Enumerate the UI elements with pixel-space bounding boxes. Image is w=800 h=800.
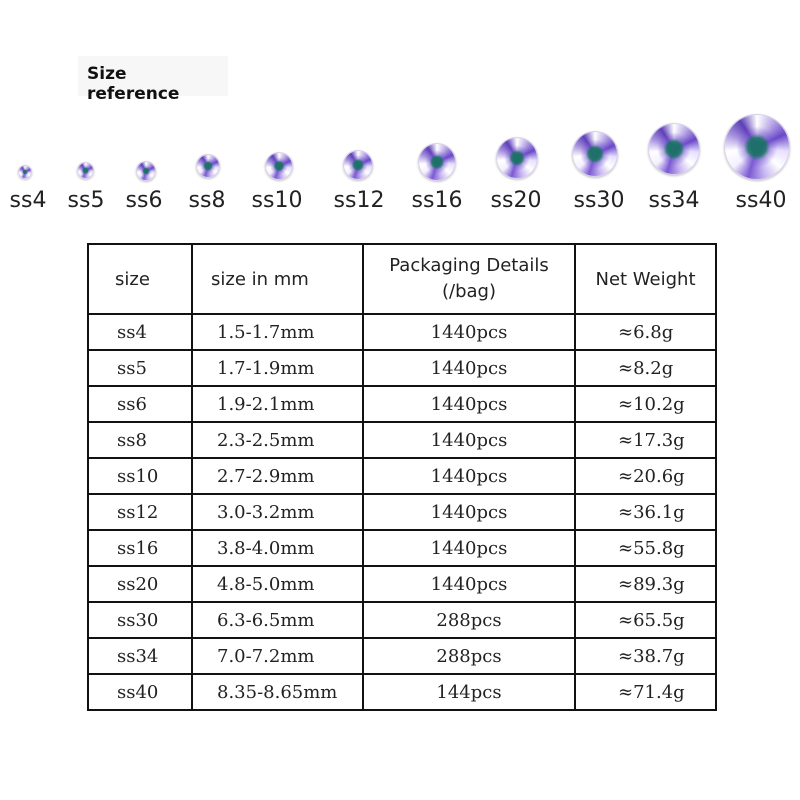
cell-packaging: 1440pcs bbox=[363, 530, 575, 566]
cell-packaging: 1440pcs bbox=[363, 566, 575, 602]
gem-ss8-image bbox=[196, 154, 220, 178]
cell-size-mm: 2.7-2.9mm bbox=[192, 458, 363, 494]
cell-size-mm: 2.3-2.5mm bbox=[192, 422, 363, 458]
cell-packaging: 1440pcs bbox=[363, 494, 575, 530]
gem-ss12-image bbox=[343, 150, 373, 180]
cell-size: ss12 bbox=[88, 494, 192, 530]
cell-size: ss16 bbox=[88, 530, 192, 566]
cell-net-weight: ≈55.8g bbox=[575, 530, 716, 566]
gem-label-ss10: ss10 bbox=[251, 188, 303, 213]
cell-net-weight: ≈10.2g bbox=[575, 386, 716, 422]
size-spec-table bbox=[87, 243, 717, 711]
cell-size-mm: 1.5-1.7mm bbox=[192, 314, 363, 350]
cell-size-mm: 4.8-5.0mm bbox=[192, 566, 363, 602]
cell-packaging: 144pcs bbox=[363, 674, 575, 710]
table-row bbox=[88, 530, 716, 566]
cell-packaging: 1440pcs bbox=[363, 458, 575, 494]
cell-packaging: 288pcs bbox=[363, 602, 575, 638]
cell-size-mm: 1.9-2.1mm bbox=[192, 386, 363, 422]
cell-packaging: 1440pcs bbox=[363, 386, 575, 422]
gem-label-ss5: ss5 bbox=[67, 188, 105, 213]
gem-ss20-image bbox=[496, 137, 538, 179]
table-row bbox=[88, 674, 716, 710]
header-size: size bbox=[88, 244, 192, 314]
cell-packaging: 288pcs bbox=[363, 638, 575, 674]
header-packaging-details bbox=[363, 244, 575, 314]
cell-size-mm: 8.35-8.65mm bbox=[192, 674, 363, 710]
header-net-weight: Net Weight bbox=[575, 244, 716, 314]
cell-size: ss30 bbox=[88, 602, 192, 638]
cell-size: ss34 bbox=[88, 638, 192, 674]
gem-ss4-image bbox=[18, 165, 32, 179]
gem-label-ss16: ss16 bbox=[411, 188, 463, 213]
header-packaging-line1: Packaging Details bbox=[389, 255, 549, 276]
table-row bbox=[88, 422, 716, 458]
gem-label-ss30: ss30 bbox=[573, 188, 625, 213]
cell-net-weight: ≈65.5g bbox=[575, 602, 716, 638]
cell-net-weight: ≈6.8g bbox=[575, 314, 716, 350]
gem-label-ss6: ss6 bbox=[125, 188, 163, 213]
gem-ss5-image bbox=[77, 162, 94, 179]
cell-size-mm: 3.8-4.0mm bbox=[192, 530, 363, 566]
cell-packaging: 1440pcs bbox=[363, 314, 575, 350]
table-row bbox=[88, 386, 716, 422]
gem-label-ss20: ss20 bbox=[490, 188, 542, 213]
cell-size-mm: 7.0-7.2mm bbox=[192, 638, 363, 674]
cell-size: ss40 bbox=[88, 674, 192, 710]
table-row bbox=[88, 602, 716, 638]
cell-net-weight: ≈17.3g bbox=[575, 422, 716, 458]
header-size-in-mm: size in mm bbox=[192, 244, 363, 314]
table-header-row bbox=[88, 244, 716, 314]
size-reference-title: Size reference bbox=[78, 56, 228, 96]
gem-label-ss4: ss4 bbox=[9, 188, 47, 213]
gem-label-ss8: ss8 bbox=[188, 188, 226, 213]
cell-size: ss8 bbox=[88, 422, 192, 458]
gem-label-ss40: ss40 bbox=[735, 188, 787, 213]
cell-packaging: 1440pcs bbox=[363, 350, 575, 386]
cell-net-weight: ≈36.1g bbox=[575, 494, 716, 530]
cell-size-mm: 1.7-1.9mm bbox=[192, 350, 363, 386]
gem-ss30-image bbox=[572, 131, 618, 177]
gem-ss16-image bbox=[418, 143, 456, 181]
table-row bbox=[88, 458, 716, 494]
cell-size: ss6 bbox=[88, 386, 192, 422]
table-row bbox=[88, 638, 716, 674]
header-packaging-line2: (/bag) bbox=[442, 281, 496, 302]
cell-size-mm: 6.3-6.5mm bbox=[192, 602, 363, 638]
cell-net-weight: ≈89.3g bbox=[575, 566, 716, 602]
cell-size: ss20 bbox=[88, 566, 192, 602]
cell-net-weight: ≈38.7g bbox=[575, 638, 716, 674]
gem-ss10-image bbox=[265, 152, 293, 180]
gem-label-ss12: ss12 bbox=[333, 188, 385, 213]
cell-size: ss10 bbox=[88, 458, 192, 494]
table-row bbox=[88, 350, 716, 386]
cell-size-mm: 3.0-3.2mm bbox=[192, 494, 363, 530]
cell-packaging: 1440pcs bbox=[363, 422, 575, 458]
table-row bbox=[88, 566, 716, 602]
cell-net-weight: ≈71.4g bbox=[575, 674, 716, 710]
gem-label-ss34: ss34 bbox=[648, 188, 700, 213]
cell-net-weight: ≈8.2g bbox=[575, 350, 716, 386]
cell-net-weight: ≈20.6g bbox=[575, 458, 716, 494]
gem-ss6-image bbox=[136, 161, 156, 181]
cell-size: ss4 bbox=[88, 314, 192, 350]
gem-ss40-image bbox=[724, 114, 790, 180]
table-row bbox=[88, 314, 716, 350]
table-row bbox=[88, 494, 716, 530]
cell-size: ss5 bbox=[88, 350, 192, 386]
gem-ss34-image bbox=[648, 123, 700, 175]
